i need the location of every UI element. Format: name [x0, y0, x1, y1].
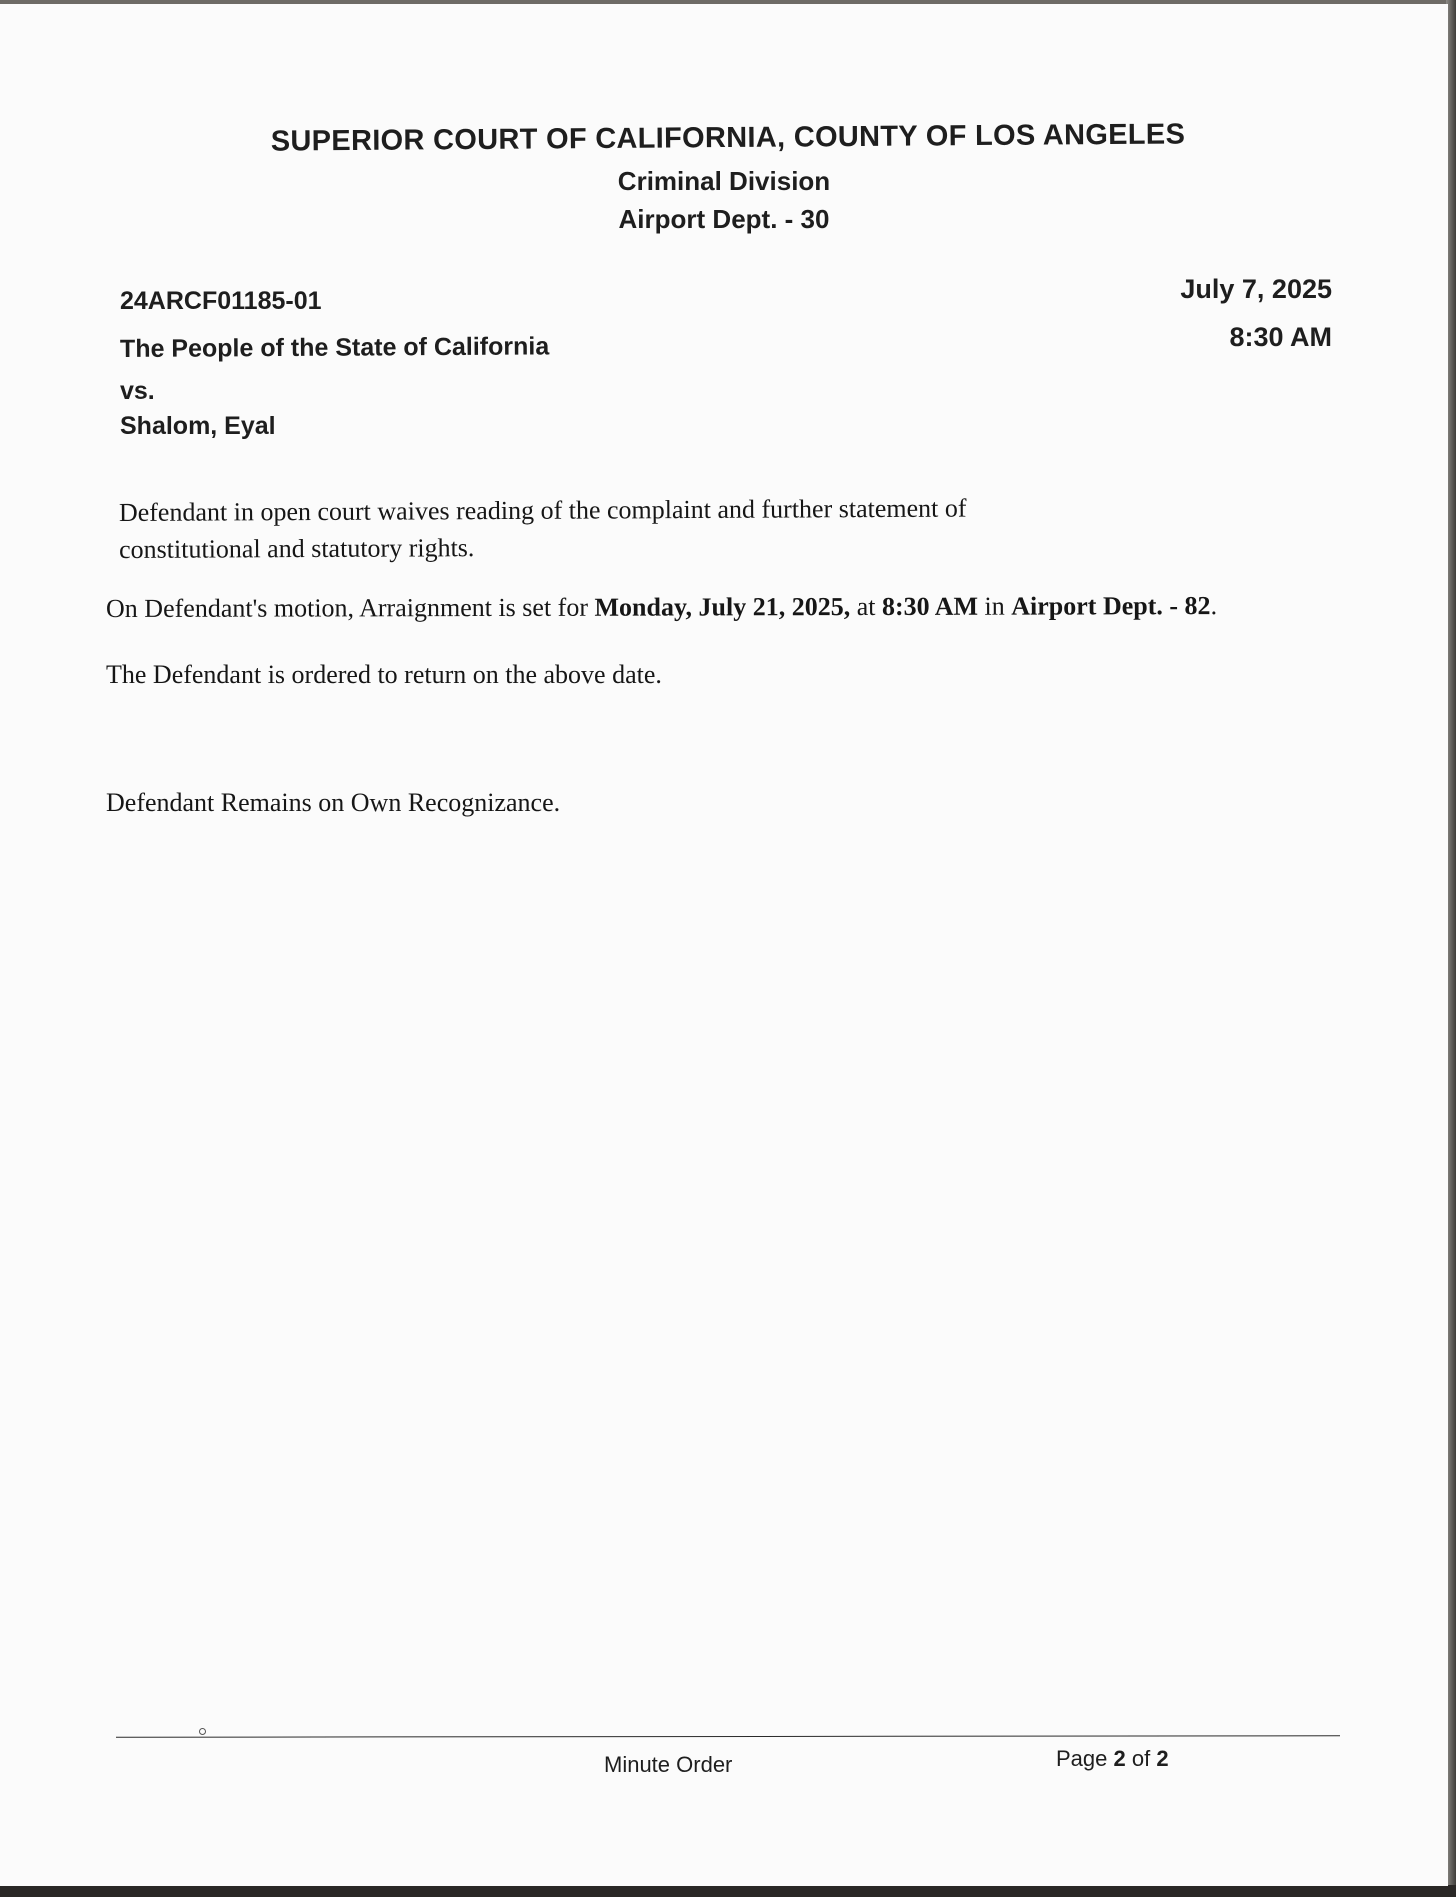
arraignment-time: 8:30 AM [881, 591, 979, 621]
department-name: Airport Dept. - 30 [618, 204, 830, 234]
scan-bottom-edge [0, 1885, 1456, 1897]
page-current: 2 [1113, 1746, 1126, 1771]
arraignment-at: at [850, 591, 883, 622]
page-label: Page [1056, 1746, 1114, 1771]
return-order: The Defendant is ordered to return on the above date. [106, 660, 662, 689]
footer-divider [116, 1735, 1340, 1737]
arraignment-in: in [977, 591, 1012, 621]
page-total: 2 [1156, 1746, 1169, 1771]
document-page [0, 4, 1448, 1886]
footer-page-number [1056, 1746, 1169, 1772]
court-name: SUPERIOR COURT OF CALIFORNIA, COUNTY OF LOS ANGELES [270, 118, 1186, 158]
scan-speck [199, 1728, 206, 1735]
hearing-date: July 7, 2025 [1180, 274, 1332, 304]
division-name: Criminal Division [617, 166, 831, 196]
case-number: 24ARCF01185-01 [120, 287, 322, 315]
versus-label: vs. [120, 377, 155, 405]
arraignment-dept: Airport Dept. - 82 [1011, 591, 1211, 621]
arraignment-prefix: On Defendant's motion, Arraignment is set for [105, 592, 595, 623]
arraignment-paragraph [106, 587, 1217, 627]
waiver-line-2: constitutional and statutory rights. [119, 533, 475, 564]
waiver-paragraph [119, 490, 967, 568]
waiver-line-1: Defendant in open court waives reading of the complaint and further statement of [118, 493, 967, 528]
defendant-name: Shalom, Eyal [120, 412, 276, 440]
footer-document-type: Minute Order [604, 1752, 733, 1777]
arraignment-end: . [1210, 591, 1218, 621]
arraignment-date: Monday, July 21, 2025, [594, 592, 851, 622]
page-of: of [1125, 1746, 1157, 1771]
hearing-time: 8:30 AM [1229, 322, 1332, 352]
plaintiff-name: The People of the State of California [119, 332, 550, 363]
custody-status: Defendant Remains on Own Recognizance. [106, 788, 561, 817]
